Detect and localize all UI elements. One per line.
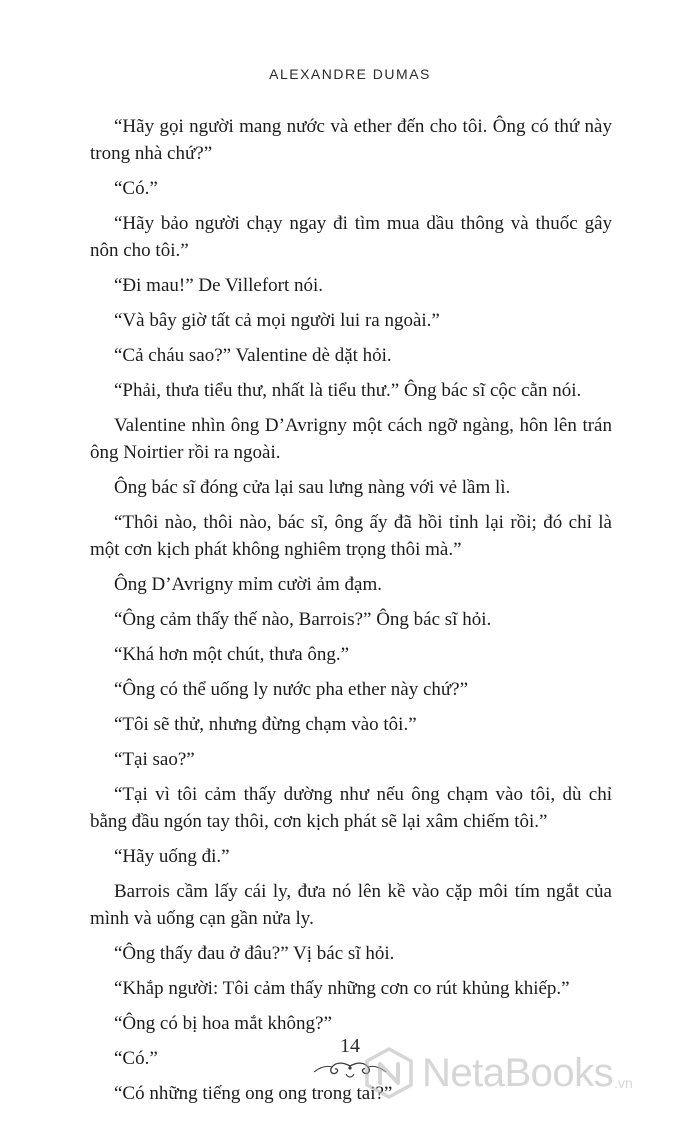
paragraph: “Khắp người: Tôi cảm thấy những cơn co rút khủng khiếp.” bbox=[114, 978, 570, 999]
paragraph: “Đi mau!” De Villefort nói. bbox=[114, 275, 324, 296]
page-number: 14 bbox=[340, 1035, 360, 1057]
paragraph: “Ông cảm thấy thế nào, Barrois?” Ông bác sĩ hỏi. bbox=[114, 609, 492, 630]
paragraph: “Tại sao?” bbox=[114, 749, 195, 770]
paragraph: “Hãy uống đi.” bbox=[114, 846, 230, 867]
paragraph: Barrois cầm lấy cái ly, đưa nó lên kề vào cặp môi tím ngắt của mình và uống cạn gần nửa ly. bbox=[90, 881, 612, 929]
watermark-brand: NetaBooks bbox=[422, 1050, 614, 1095]
paragraph: “Tôi sẽ thử, nhưng đừng chạm vào tôi.” bbox=[114, 714, 417, 735]
paragraph: Valentine nhìn ông D’Avrigny một cách ngỡ ngàng, hôn lên trán ông Noirtier rồi ra ngoài. bbox=[90, 415, 612, 463]
paragraph: “Có.” bbox=[114, 1048, 158, 1069]
paragraph: “Tại vì tôi cảm thấy dường như nếu ông chạm vào tôi, dù chỉ bằng đầu ngón tay thôi, cơn kịch phát sẽ lại xâm chiếm tôi.” bbox=[90, 784, 612, 832]
paragraph: “Cả cháu sao?” Valentine dè dặt hỏi. bbox=[114, 345, 392, 366]
paragraph: “Có những tiếng ong ong trong tai?” bbox=[114, 1083, 393, 1104]
paragraph: Ông bác sĩ đóng cửa lại sau lưng nàng với vẻ lầm lì. bbox=[114, 477, 511, 498]
body-text bbox=[90, 113, 612, 1115]
paragraph: “Ông có thể uống ly nước pha ether này chứ?” bbox=[114, 679, 469, 700]
paragraph: “Ông có bị hoa mắt không?” bbox=[114, 1013, 332, 1034]
watermark-suffix: .vn bbox=[614, 1075, 633, 1091]
paragraph: “Khá hơn một chút, thưa ông.” bbox=[114, 644, 350, 665]
watermark bbox=[362, 1043, 633, 1103]
paragraph: “Thôi nào, thôi nào, bác sĩ, ông ấy đã hồi tỉnh lại rồi; đó chỉ là một cơn kịch phát không nghiêm trọng thôi mà.” bbox=[90, 512, 612, 560]
paragraph: “Hãy gọi người mang nước và ether đến cho tôi. Ông có thứ này trong nhà chứ?” bbox=[90, 116, 612, 164]
netabooks-logo-icon bbox=[362, 1046, 416, 1100]
paragraph: “Và bây giờ tất cả mọi người lui ra ngoài.” bbox=[114, 310, 440, 331]
paragraph: “Phải, thưa tiểu thư, nhất là tiểu thư.” Ông bác sĩ cộc cằn nói. bbox=[114, 380, 582, 401]
paragraph: “Có.” bbox=[114, 178, 158, 199]
paragraph: Ông D’Avrigny mỉm cười ảm đạm. bbox=[114, 574, 383, 595]
paragraph: “Hãy bảo người chạy ngay đi tìm mua dầu thông và thuốc gây nôn cho tôi.” bbox=[90, 213, 612, 261]
running-header: ALEXANDRE DUMAS bbox=[269, 66, 431, 82]
paragraph: “Ông thấy đau ở đâu?” Vị bác sĩ hỏi. bbox=[114, 943, 395, 964]
